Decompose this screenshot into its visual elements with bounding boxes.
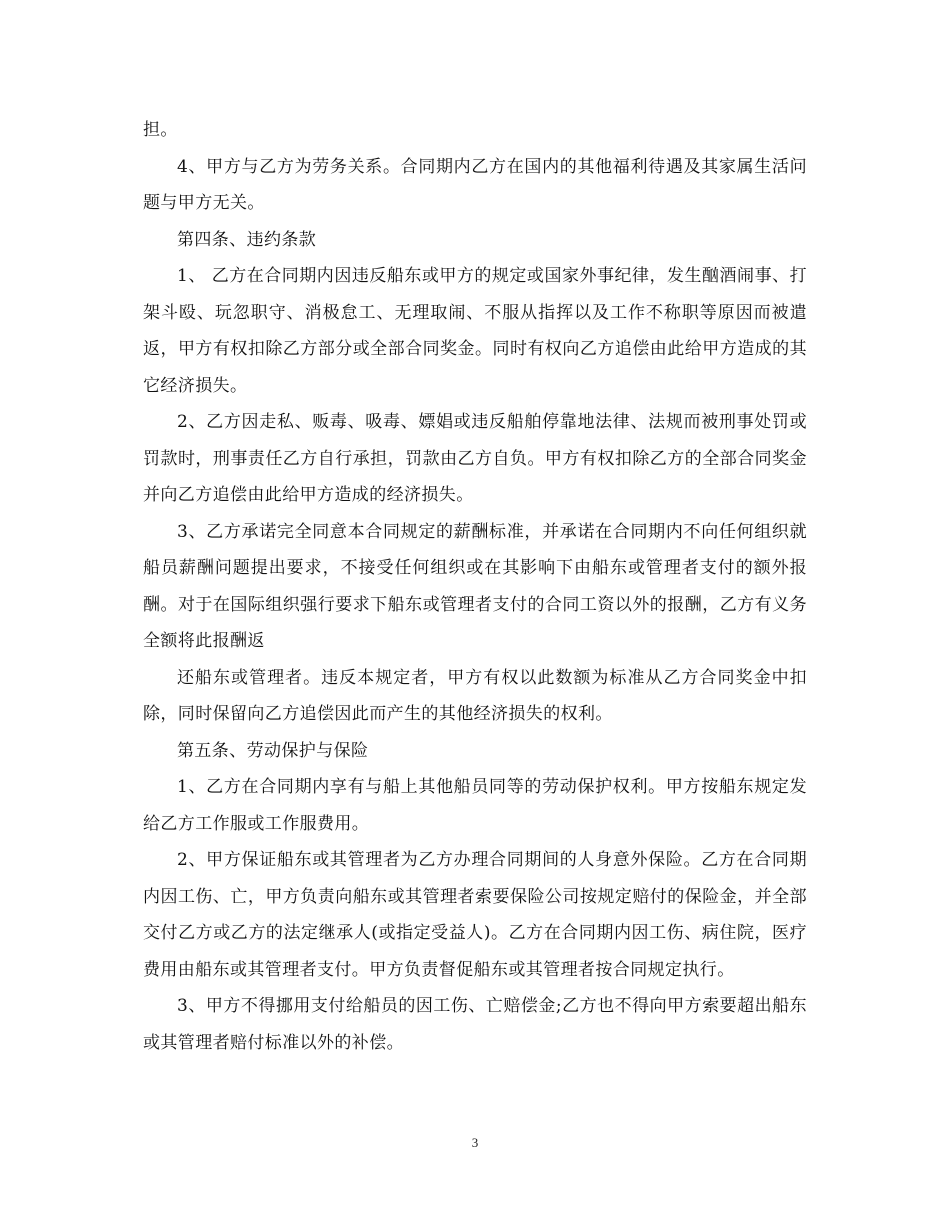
paragraph-8: 1、乙方在合同期内享有与船上其他船员同等的劳动保护权利。甲方按船东规定发给乙方工作服或工作服费用。: [143, 777, 807, 834]
paragraph-0: 担。: [143, 120, 178, 140]
paragraph-6: 还船东或管理者。违反本规定者，甲方有权以此数额为标准从乙方合同奖金中扣除，同时保留向乙方追偿因此而产生的其他经济损失的权利。: [143, 667, 807, 724]
section-heading-4: 第四条、违约条款: [177, 229, 317, 250]
paragraph-4: 2、乙方因走私、贩毒、吸毒、嫖娼或违反船舶停靠地法律、法规而被刑事处罚或罚款时，刑事责任乙方自行承担，罚款由乙方自负。甲方有权扣除乙方的全部合同奖金并向乙方追偿由此给甲方造成的经济损失。: [143, 412, 807, 505]
section-heading-5: 第五条、劳动保护与保险: [177, 740, 369, 761]
paragraph-5: 3、乙方承诺完全同意本合同规定的薪酬标准，并承诺在合同期内不向任何组织就船员薪酬问题提出要求，不接受任何组织或在其影响下由船东或管理者支付的额外报酬。对于在国际组织强行要求下船东或管理者支付的合同工资以外的报酬，乙方有义务全额将此报酬返: [143, 521, 807, 651]
paragraph-1: 4、甲方与乙方为劳务关系。合同期内乙方在国内的其他福利待遇及其家属生活问题与甲方无关。: [143, 156, 807, 213]
paragraph-10: 3、甲方不得挪用支付给船员的因工伤、亡赔偿金;乙方也不得向甲方索要超出船东或其管理者赔付标准以外的补偿。: [143, 996, 807, 1053]
page-number: 3: [471, 1135, 479, 1150]
paragraph-9: 2、甲方保证船东或其管理者为乙方办理合同期间的人身意外保险。乙方在合同期内因工伤、亡，甲方负责向船东或其管理者索要保险公司按规定赔付的保险金，并全部交付乙方或乙方的法定继承人(或指定受益人)。乙方在合同期内因工伤、病住院，医疗费用由船东或其管理者支付。甲方负责督促船东或其管理者按合同规定执行。: [143, 850, 807, 980]
paragraph-3: 1、 乙方在合同期内因违反船东或甲方的规定或国家外事纪律，发生酗酒闹事、打架斗殴、玩忽职守、消极怠工、无理取闹、不服从指挥以及工作不称职等原因而被遣返，甲方有权扣除乙方部分或全部合同奖金。同时有权向乙方追偿由此给甲方造成的其它经济损失。: [143, 266, 807, 396]
document-body: [143, 112, 807, 1061]
